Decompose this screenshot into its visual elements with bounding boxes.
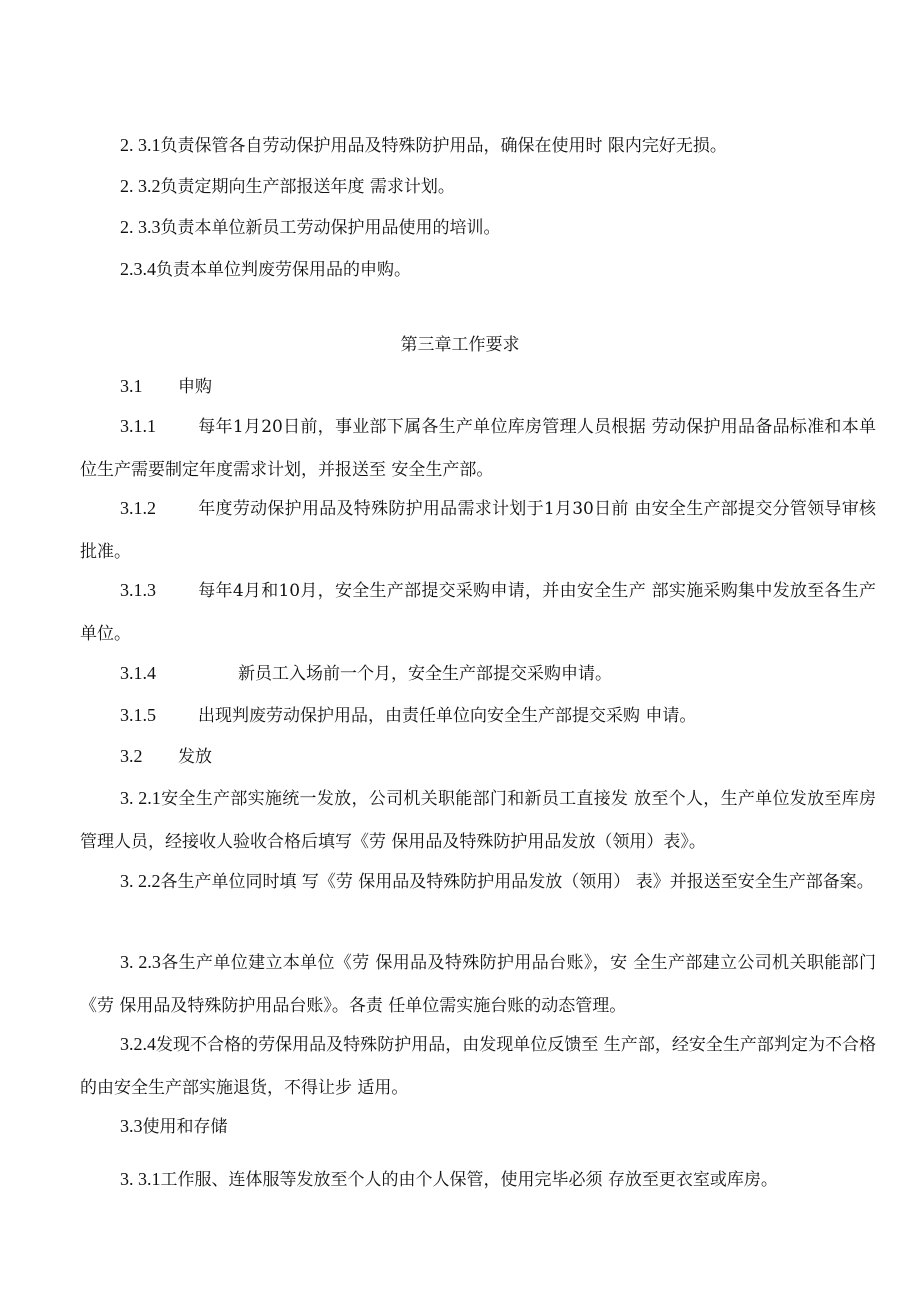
item-text: 每年1月20日前，事业部下属各生产单位库房管理人员根据 劳动保护用品备品标准和本单位生产需要制定年度需求计划，并报送至 安全生产部。 (80, 417, 876, 480)
item-3-1-4 (80, 652, 876, 696)
section-heading-3-3 (120, 1115, 228, 1138)
section-title: 发放 (178, 747, 212, 767)
duty-2-3-3 (120, 216, 876, 239)
item-text: 各生产单位建立本单位《劳 保用品及特殊防护用品台账》，安 全生产部建立公司机关职能部门《劳 保用品及特殊防护用品台账》。各责 任单位需实施台账的动态管理。 (80, 953, 877, 1016)
duty-2-3-4 (120, 258, 876, 281)
item-3-1-5 (80, 694, 876, 738)
item-text: 各生产单位同时填 写《劳 保用品及特殊防护用品发放（领用） 表》并报送至安全生产部备案。 (160, 872, 874, 892)
section-heading-3-1 (120, 375, 212, 398)
item-3-1-3 (80, 569, 876, 656)
section-number: 3.2 (120, 746, 143, 766)
duty-text: 负责保管各自劳动保护用品及特殊防护用品，确保在使用时 限内完好无损。 (160, 136, 727, 156)
item-text: 新员工入场前一个月，安全生产部提交采购申请。 (238, 664, 612, 684)
item-number: 3.1.2 (120, 498, 156, 518)
duty-number: 2.3.4 (120, 259, 156, 279)
duty-text: 负责定期向生产部报送年度 需求计划。 (160, 177, 455, 197)
item-number: 3.1.3 (120, 580, 156, 600)
item-text: 发现不合格的劳保用品及特殊防护用品，由发现单位反馈至 生产部，经安全生产部判定为不合格的由安全生产部实施退货，不得让步 适用。 (80, 1035, 876, 1098)
duty-number: 2. 3.2 (120, 176, 161, 196)
section-number: 3.3 (120, 1116, 143, 1136)
section-heading-3-2 (120, 745, 212, 768)
item-3-2-3 (80, 941, 876, 1028)
item-text: 安全生产部实施统一发放，公司机关职能部门和新员工直接发 放至个人，生产单位发放至库房管理人员，经接收人验收合格后填写《劳 保用品及特殊防护用品发放（领用）表》。 (80, 789, 877, 852)
item-number: 3.1.5 (120, 705, 156, 725)
item-text: 每年4月和10月，安全生产部提交采购申请，并由安全生产 部实施采购集中发放至各生产单位。 (80, 581, 876, 644)
item-number: 3.1.1 (120, 416, 156, 436)
item-number: 3. 2.1 (120, 788, 161, 808)
item-number: 3. 2.2 (120, 871, 161, 891)
duty-number: 2. 3.1 (120, 135, 161, 155)
item-3-2-2 (80, 860, 876, 904)
item-3-2-1 (80, 777, 876, 864)
item-3-3-1 (80, 1158, 876, 1202)
item-number: 3. 2.3 (120, 952, 161, 972)
chapter-title: 第三章工作要求 (400, 335, 520, 355)
duty-text: 负责本单位新员工劳动保护用品使用的培训。 (160, 218, 501, 238)
item-text: 工作服、连体服等发放至个人的由个人保管，使用完毕必须 存放至更衣室或库房。 (160, 1170, 778, 1190)
item-3-1-1 (80, 405, 876, 492)
item-3-1-2 (80, 487, 876, 574)
item-number: 3.2.4 (120, 1034, 156, 1054)
duty-2-3-1 (120, 134, 876, 157)
section-title: 使用和存储 (142, 1117, 228, 1137)
item-text: 出现判废劳动保护用品，由责任单位向安全生产部提交采购 申请。 (198, 706, 697, 726)
section-number: 3.1 (120, 376, 143, 396)
duty-text: 负责本单位判废劳保用品的申购。 (156, 260, 411, 280)
item-3-2-4 (80, 1023, 876, 1110)
item-number: 3.1.4 (120, 663, 156, 683)
duty-number: 2. 3.3 (120, 217, 161, 237)
duty-2-3-2 (120, 175, 876, 198)
section-title: 申购 (178, 377, 212, 397)
item-text: 年度劳动保护用品及特殊防护用品需求计划于1月30日前 由安全生产部提交分管领导审核批准。 (80, 499, 876, 562)
item-number: 3. 3.1 (120, 1169, 161, 1189)
